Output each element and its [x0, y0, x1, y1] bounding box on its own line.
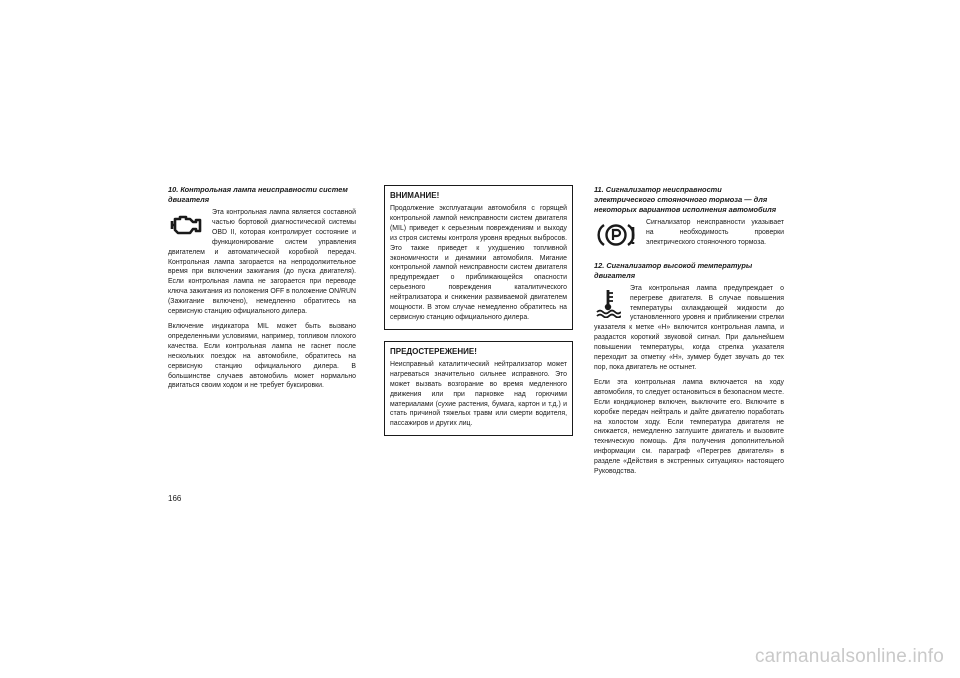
section-10-paragraph-1: Эта контрольная лампа является составной частью бортовой диагностической системы OBD II, которая контролирует состояние и функционирование систем управления двигателем и автоматической коробкой передач. Контрольная лампа загорается на непродолжительное время при включении зажигания (до пуска двигателя). Если контрольная лампа не загорается при переводе ключа зажигания из положения OFF в положение ON/RUN (Зажигание включено), немедленно обратитесь на сервисную станцию официального дилера. [168, 209, 356, 316]
section-11-heading: 11. Сигнализатор неисправности электрического стояночного тормоза — для некоторых вариантов исполнения автомобиля [594, 185, 777, 214]
page-number: 166 [168, 494, 182, 503]
caution-box [384, 341, 573, 436]
section-12-paragraph-2: Если эта контрольная лампа включается на ходу автомобиля, то следует остановиться в безопасном месте. Если кондиционер включен, выключите его. Включите в коробке передач нейтраль и дайте двигателю поработать на холостом ходу. Если температура двигателя не снижается, немедленно заглушите двигатель и вызовите техническую помощь. Для получения дополнительной информации см. параграф «Перегрев двигателя» в разделе «Действия в экстренных ситуациях» настоящего Руководства. [594, 378, 784, 476]
section-10-heading: 10. Контрольная лампа неисправности систем двигателя [168, 185, 348, 204]
middle-column [384, 185, 573, 447]
watermark: carmanualsonline.info [754, 646, 944, 667]
coolant-temperature-icon [594, 286, 622, 320]
caution-text: Неисправный каталитический нейтрализатор может нагреваться значительно сильнее исправного. Это может вызвать возгорание во время медленного движения или при парковке над горючими материалами (сухие растения, бумага, картон и т.д.) и стать причиной тяжелых травм или смерти водителя, пассажиров и других лиц. [390, 360, 567, 428]
section-12-heading: 12. Сигнализатор высокой температуры двигателя [594, 260, 753, 280]
section-12-body [594, 284, 784, 378]
warning-text: Продолжение эксплуатации автомобиля с горящей контрольной лампой неисправности систем двигателя (MIL) приведет к серьезным повреждениям и выходу из строя системы контроля уровня вредных выбросов. Это также приведет к ухудшению топливной экономичности и динамики автомобиля. Мигание контрольной лампой неисправности систем двигателя предупреждает о приближающейся опасности серьезного повреждения каталитического нейтрализатора и снижении развиваемой двигателем мощности. В этом случае немедленно обратитесь на сервисную станцию официального дилера. [390, 205, 567, 321]
warning-title: ВНИМАНИЕ! [390, 191, 440, 200]
parking-brake-fault-icon [594, 220, 638, 250]
section-12-paragraph-1: Эта контрольная лампа предупреждает о перегреве двигателя. В случае повышения температуры охлаждающей жидкости до установленного уровня и приближении стрелки указателя к метке «H» включится контрольная лампа, и раздастся короткий звуковой сигнал. При дальнейшем повышении температуры, когда стрелка указателя переходит за отметку «H», зуммер будет звучать до тех пор, пока двигатель не остынет. [594, 284, 784, 371]
section-11-paragraph-1: Сигнализатор неисправности указывает на необходимость проверки электрического стояночного тормоза. [646, 219, 784, 246]
caution-title: ПРЕДОСТЕРЕЖЕНИЕ! [390, 346, 477, 356]
section-11-body [594, 218, 784, 253]
right-column [594, 185, 784, 482]
left-column [168, 185, 356, 396]
section-10-body [168, 208, 356, 322]
warning-box [384, 185, 573, 330]
section-10-paragraph-2: Включение индикатора MIL может быть вызвано определенными условиями, например, топливом плохого качества. Если контрольная лампа не гаснет после нескольких поездок на автомобиле, обратитесь на сервисную станцию официального дилера. В большинстве случаев автомобиль может нормально двигаться своим ходом и не требует буксировки. [168, 322, 356, 390]
check-engine-icon [168, 210, 204, 240]
